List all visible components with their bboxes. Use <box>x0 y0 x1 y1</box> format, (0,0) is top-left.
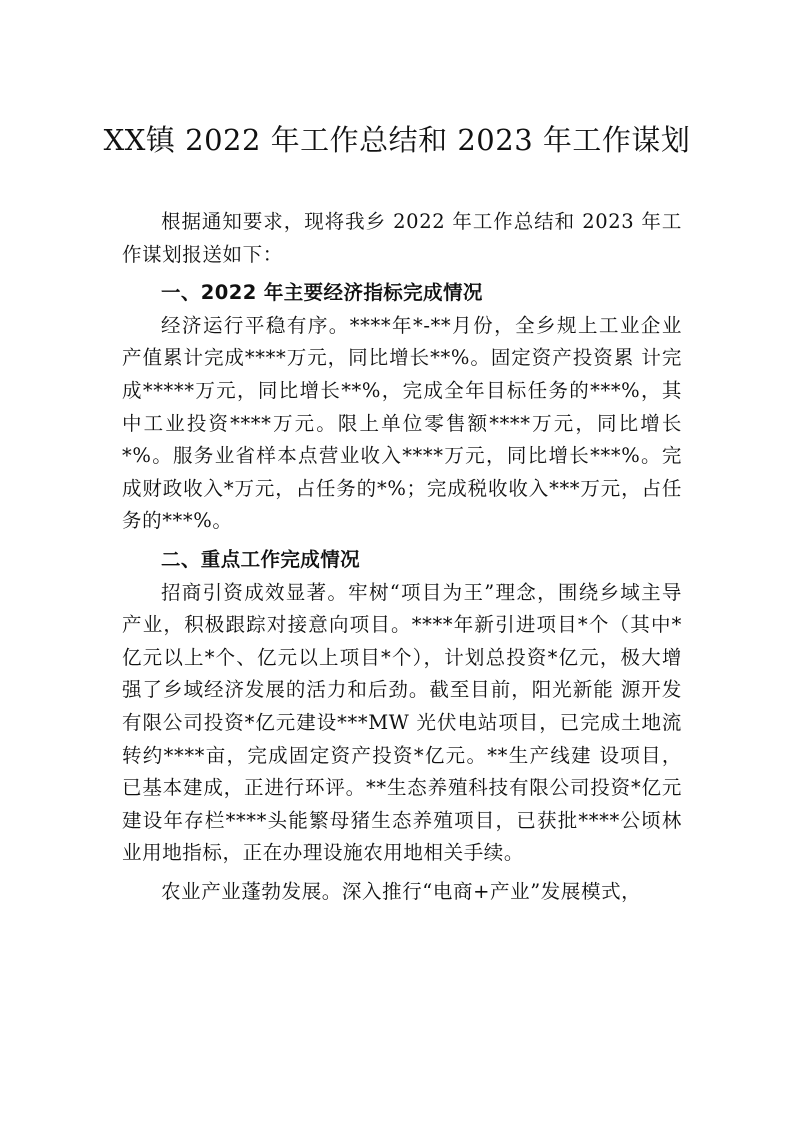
section-heading-economic-indicators: 一、2022 年主要经济指标完成情况 <box>161 281 483 305</box>
intro-paragraph: 根据通知要求，现将我乡 2022 年工作总结和 2023 年工作谋划报送如下： <box>122 210 682 266</box>
paragraph-agriculture: 农业产业蓬勃发展。深入推行“电商+产业”发展模式， <box>161 879 642 903</box>
section-heading-key-work: 二、重点工作完成情况 <box>161 547 361 571</box>
paragraph-economic-operation: 经济运行平稳有序。****年*-**月份，全乡规上工业企业产值累计完成****万元，同比增长**%。固定资产投资累 计完成*****万元，同比增长**%，完成全年目标任务的***%，其中工业投资****万元。限上单位零售额****万元，同比增长*%。服务业省样本点营业收入****万元，同比增长***%。完成财政收入*万元，占任务的*%；完成税收收入***万元，占任务的***%。 <box>122 313 682 533</box>
page-title: XX镇 2022 年工作总结和 2023 年工作谋划 <box>103 123 691 157</box>
paragraph-investment-promotion: 招商引资成效显著。牢树“项目为王”理念，围绕乡域主导产业，积极跟踪对接意向项目。****年新引进项目*个（其中*亿元以上*个、亿元以上项目*个），计划总投资*亿元，极大增强了乡域经济发展的活力和后劲。截至目前，阳光新能 源开发有限公司投资*亿元建设***MW 光伏电站项目，已完成土地流转约****亩，完成固定资产投资*亿元。**生产线建 设项目，已基本建成，正进行环评。**生态养殖科技有限公司投资*亿元建设年存栏****头能繁母猪生态养殖项目，已获批****公顷林业用地指标，正在办理设施农用地相关手续。 <box>122 580 682 865</box>
document-body <box>122 206 682 908</box>
